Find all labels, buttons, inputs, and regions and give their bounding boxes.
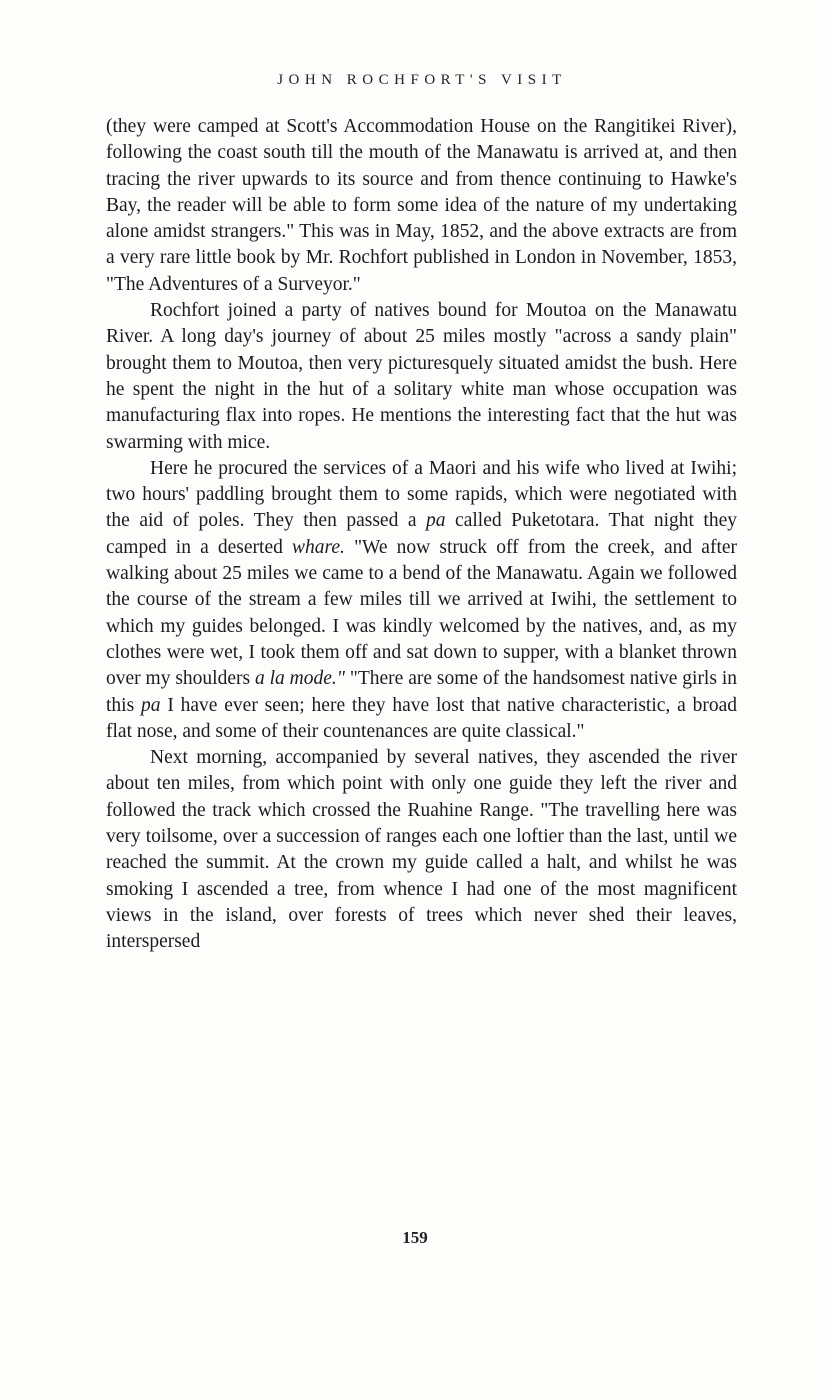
- page-number: 159: [402, 1228, 428, 1247]
- italic-term: pa: [426, 510, 446, 532]
- italic-term: whare.: [292, 536, 345, 558]
- italic-term: pa: [141, 694, 161, 716]
- text-run: "There are some of the handsomest native girls in this: [106, 668, 738, 716]
- text-run: Here he procured the services of a Maori and his wife who lived at Iwihi; two hours' paddling brought them to some rapids, which were negotiated with the aid of poles. They then passed a: [106, 457, 737, 532]
- body-text: [106, 114, 737, 956]
- paragraph-continued: (they were camped at Scott's Accommodation House on the Rangitikei River), following the coast south till the mouth of the Manawatu is arrived at, and then tracing the river upwards to its source and from thence continuing to Hawke's Bay, the reader will be able to form some idea of the nature of my undertaking alone amidst strangers." This was in May, 1852, and the above extracts are from a very rare little book by Mr. Rochfort published in London in November, 1853, "The Adventures of a Surveyor.": [106, 116, 737, 295]
- paragraph-ruahine: Next morning, accompanied by several natives, they ascended the river about ten miles, from which point with only one guide they left the river and followed the track which crossed the Ruahine Range. "The travelling here was very toilsome, over a succession of ranges each one loftier than the last, until we reached the summit. At the crown my guide called a halt, and whilst he was smoking I ascended a tree, from whence I had one of the most magnificent views in the island, over forests of trees which never shed their leaves, interspersed: [106, 747, 737, 953]
- text-run: called Puketotara. That night they camped in a deserted: [106, 510, 737, 558]
- text-run: I have ever seen; here they have lost that native characteristic, a broad flat nose, and some of their countenances are quite classical.": [106, 694, 737, 742]
- paragraph-iwihi: [106, 456, 737, 745]
- running-head: JOHN ROCHFORT'S VISIT: [277, 72, 567, 88]
- paragraph-moutoa: Rochfort joined a party of natives bound for Moutoa on the Manawatu River. A long day's journey of about 25 miles mostly "across a sandy plain" brought them to Moutoa, then very picturesquely situated amidst the bush. Here he spent the night in the hut of a solitary white man whose occupation was manufacturing flax into ropes. He mentions the interesting fact that the hut was swarming with mice.: [106, 300, 737, 453]
- italic-term: a la mode.": [254, 668, 345, 690]
- text-run: "We now struck off from the creek, and after walking about 25 miles we came to a bend of the Manawatu. Again we followed the course of the stream a few miles till we arrived at Iwihi, the settlement to which my guides belonged. I was kindly welcomed by the natives, and, as my clothes were wet, I took them off and sat down to supper, with a blanket thrown over my shoulders: [106, 536, 738, 690]
